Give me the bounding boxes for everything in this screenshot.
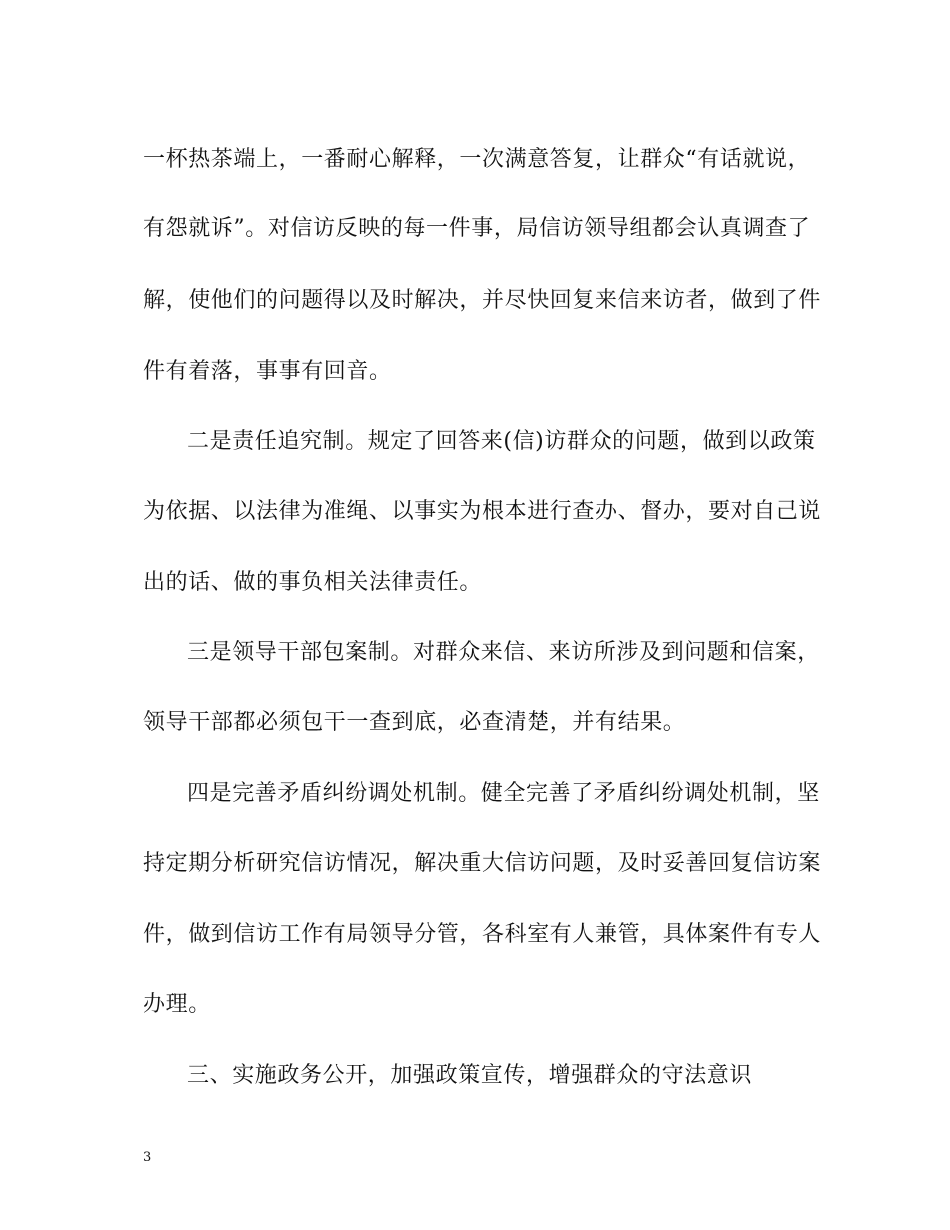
text-line-13: 办理。 — [143, 992, 211, 1017]
text-line-9: 领导干部都必须包干一查到底，必查清楚，并有结果。 — [143, 710, 686, 735]
text-line-6: 为依据、以法律为准绳、以事实为根本进行查办、督办，要对自己说 — [143, 499, 822, 524]
paragraph-responsibility: 二是责任追究制。规定了回答来(信)访群众的问题，做到以政策 — [187, 429, 816, 454]
text-line-4: 件有着落，事事有回音。 — [143, 359, 392, 384]
text-line-12: 件，做到信访工作有局领导分管，各科室有人兼管，具体案件有专人 — [143, 922, 822, 947]
paragraph-dispute-mechanism: 四是完善矛盾纠纷调处机制。健全完善了矛盾纠纷调处机制，坚 — [187, 781, 820, 806]
text-line-1: 一杯热茶端上，一番耐心解释，一次满意答复，让群众“有话就说， — [143, 147, 811, 172]
paragraph-leadership: 三是领导干部包案制。对群众来信、来访所涉及到问题和信案， — [187, 640, 820, 665]
page-number: 3 — [143, 1150, 152, 1165]
section-heading: 三、实施政务公开，加强政策宣传，增强群众的守法意识 — [187, 1063, 753, 1088]
text-line-7: 出的话、做的事负相关法律责任。 — [143, 570, 483, 595]
text-line-2: 有怨就诉”。对信访反映的每一件事，局信访领导组都会认真调查了 — [143, 216, 811, 241]
text-line-11: 持定期分析研究信访情况，解决重大信访问题，及时妥善回复信访案 — [143, 851, 822, 876]
text-line-3: 解，使他们的问题得以及时解决，并尽快回复来信来访者，做到了件 — [143, 288, 822, 313]
